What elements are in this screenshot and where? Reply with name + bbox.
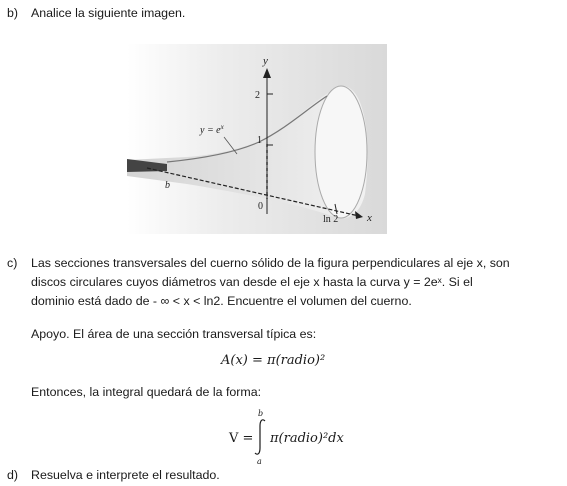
curve-label: $y = e^x$ [200, 123, 224, 136]
part-b-text: Analice la siguiente imagen. [31, 6, 186, 20]
part-c-label: c) [7, 256, 18, 270]
tick-0-label: 0 [258, 201, 263, 212]
part-d-text: Resuelva e interprete el resultado. [31, 468, 220, 482]
left-b-label: b [165, 180, 170, 191]
formula-area: A(x) = π(radio)² [221, 353, 326, 368]
formula-v-body: π(radio)²dx [270, 431, 344, 446]
then-text: Entonces, la integral quedará de la forma: [31, 385, 262, 399]
integral-sign [254, 418, 268, 456]
part-c-line-1: Las secciones transversales del cuerno sólido de la figura perpendiculares al eje x, son [31, 256, 510, 270]
part-b-label: b) [7, 6, 19, 20]
part-d-label: d) [7, 468, 19, 482]
ln2-label: ln 2 [323, 214, 339, 225]
x-axis-label: x [367, 212, 372, 224]
hint-text: Apoyo. El área de una sección transversal típica es: [31, 327, 317, 341]
integral-lower-limit: a [257, 457, 262, 466]
part-c-line-2: discos circulares cuyos diámetros van desde el eje x hasta la curva y = 2eˣ. Si el [31, 275, 473, 289]
tick-2-label: 2 [255, 90, 260, 101]
tick-1-label: 1 [257, 135, 262, 146]
formula-v-lhs: V = [229, 431, 254, 446]
y-axis-label: y [263, 55, 268, 67]
part-c-line-3: dominio está dado de - ∞ < x < ln2. Encuentre el volumen del cuerno. [31, 294, 412, 308]
horn-mouth [315, 86, 367, 218]
integral-upper-limit: b [258, 409, 264, 418]
horn-figure [127, 44, 387, 234]
